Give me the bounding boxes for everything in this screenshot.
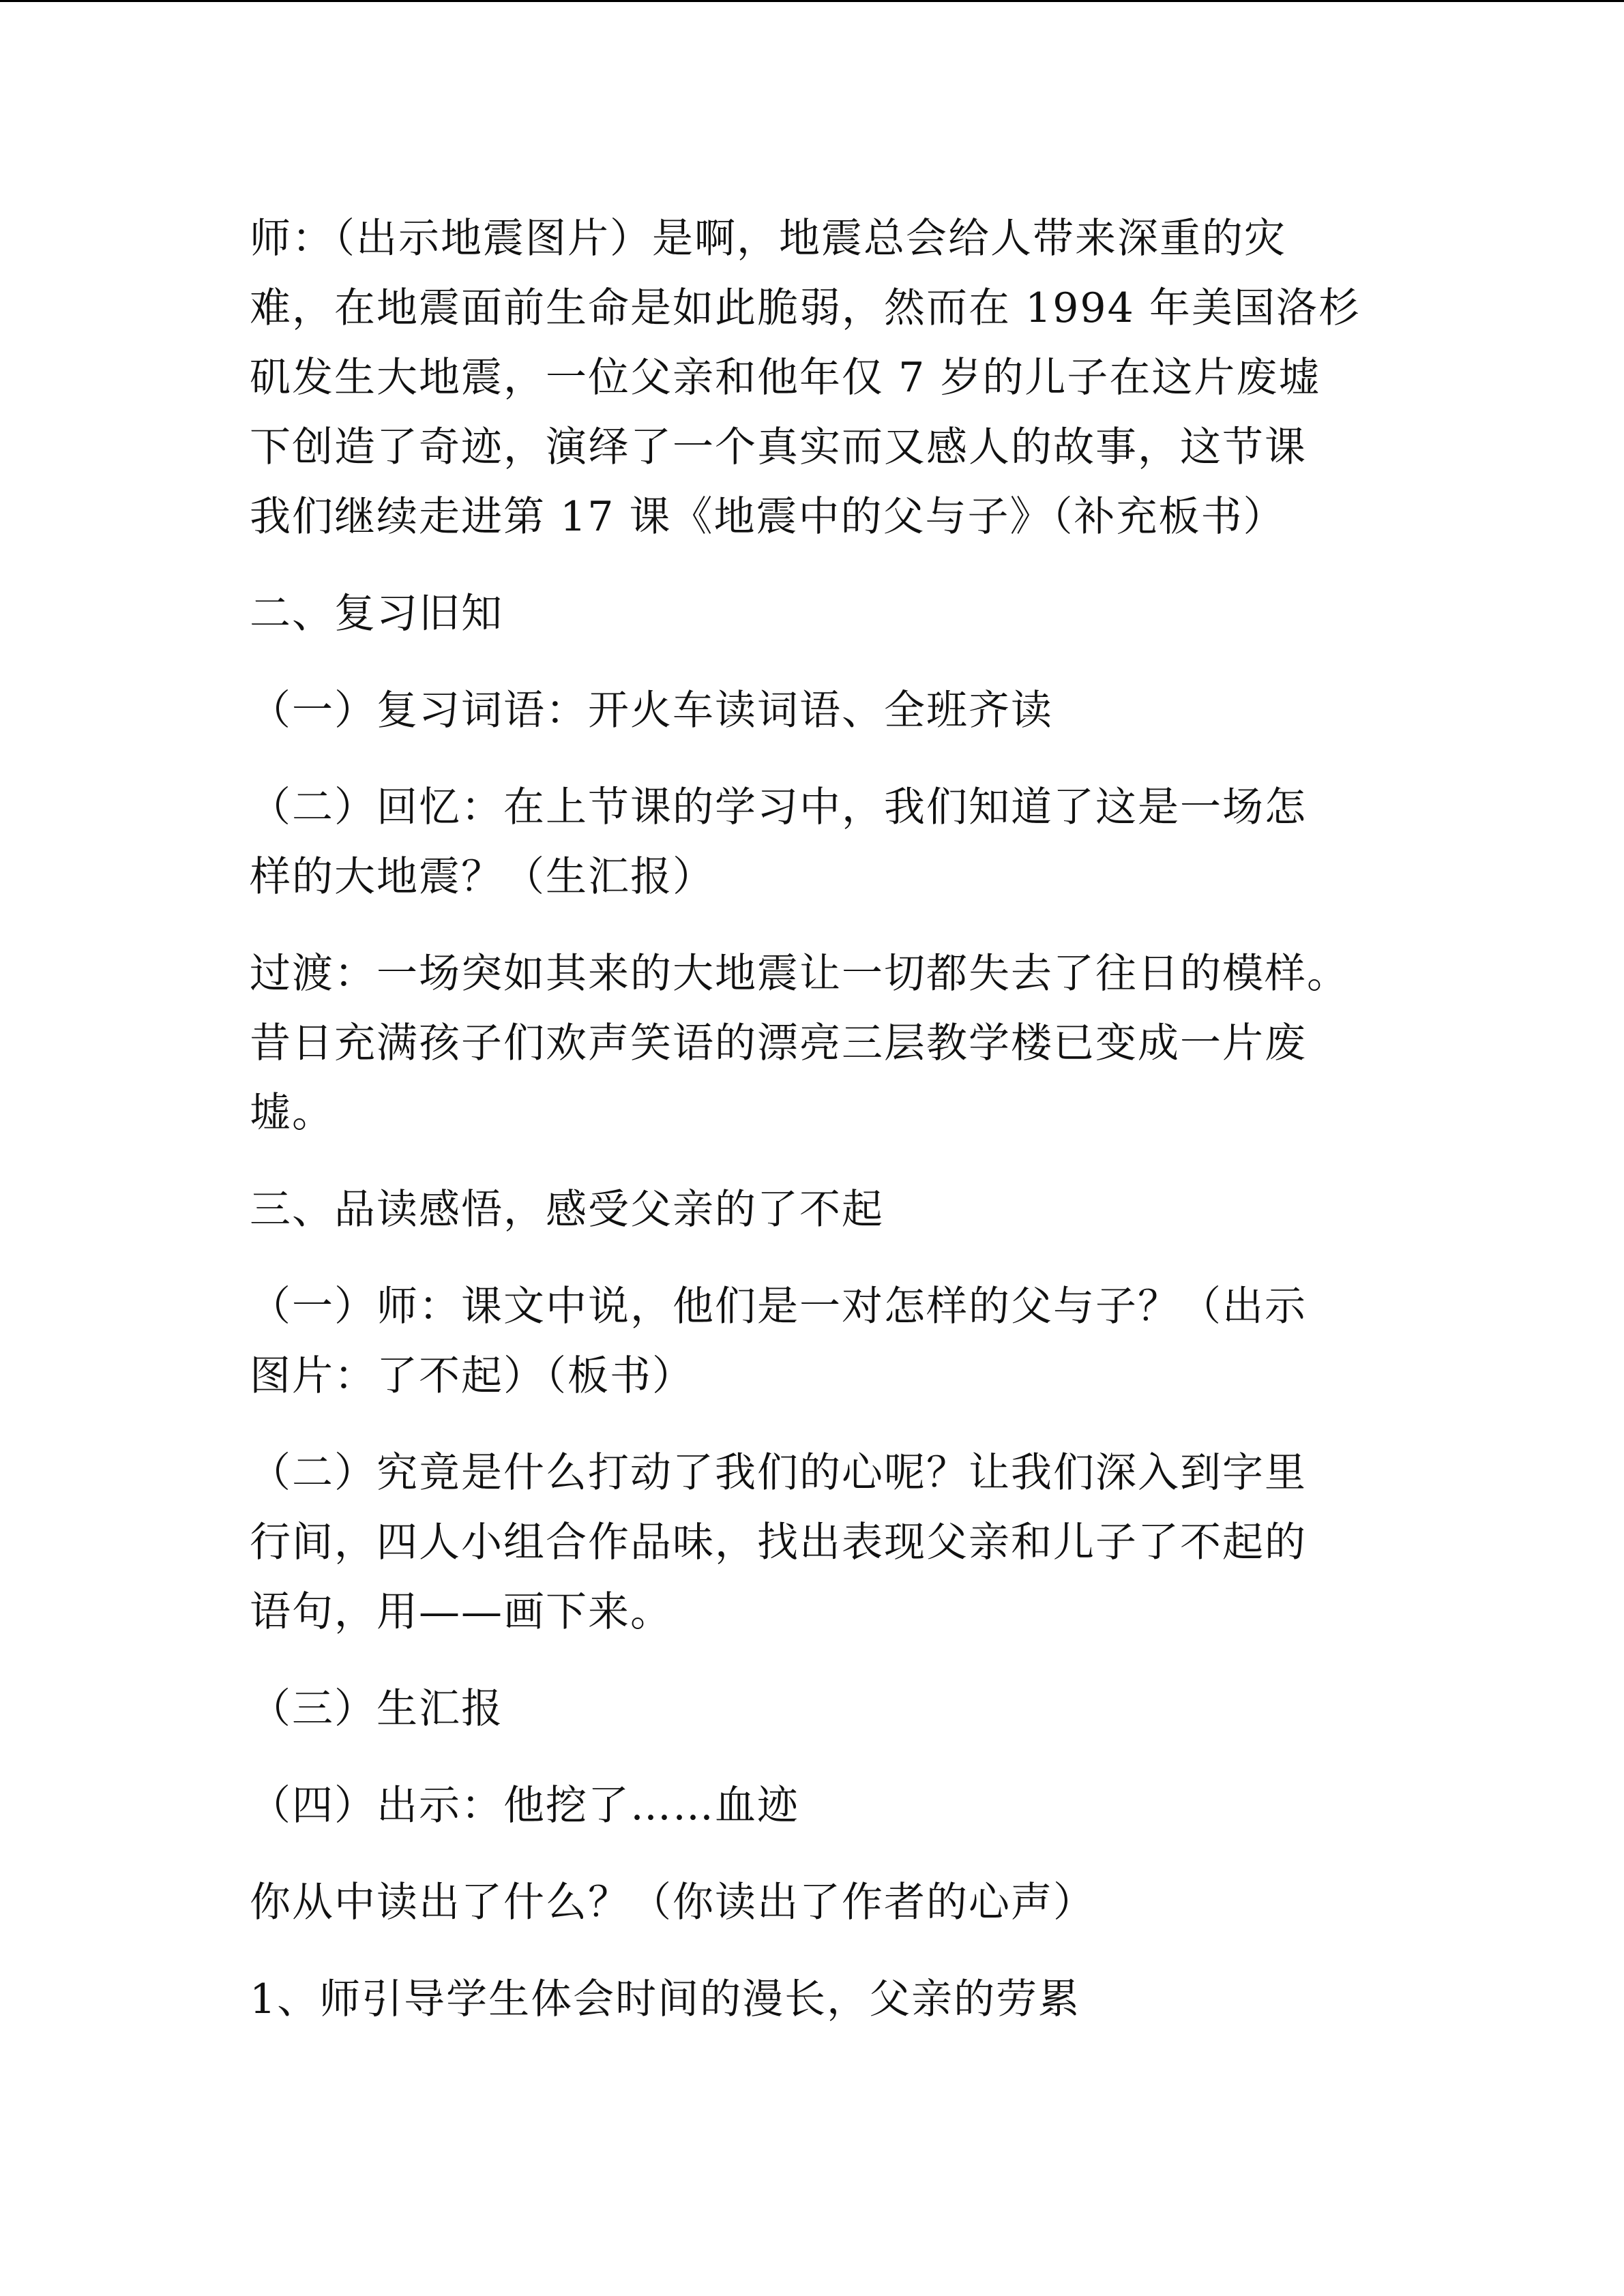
section-heading: 二、复习旧知 [250,590,503,638]
text-line: 师：（出示地震图片）是啊，地震总会给人带来深重的灾 [250,215,1286,263]
text-line: 行间，四人小组合作品味，找出表现父亲和儿子了不起的 [250,1519,1307,1566]
text-line: 样的大地震？（生汇报） [250,853,715,901]
text-line: （一）复习词语：开火车读词语、全班齐读 [250,687,1053,734]
text-line: 墟。 [250,1089,334,1137]
text-line: 你从中读出了什么？（你读出了作者的心声） [250,1879,1095,1926]
text-line: 矶发生大地震，一位父亲和他年仅 7 岁的儿子在这片废墟 [250,354,1321,402]
text-line: 我们继续走进第 17 课《地震中的父与子》（补充板书） [250,493,1286,541]
text-line: 过渡：一场突如其来的大地震让一切都失去了往日的模样。 [250,950,1349,998]
text-line: 1、师引导学生体会时间的漫长，父亲的劳累 [250,1976,1081,2023]
text-line: （二）回忆：在上节课的学习中，我们知道了这是一场怎 [250,784,1307,831]
text-line: 难，在地震面前生命是如此脆弱，然而在 1994 年美国洛杉 [250,284,1361,332]
top-border-line [0,0,1624,2]
text-line: （三）生汇报 [250,1685,503,1733]
text-line: （二）究竟是什么打动了我们的心呢？让我们深入到字里 [250,1449,1307,1497]
text-line: 语句，用——画下来。 [250,1588,673,1636]
section-heading: 三、品读感悟，感受父亲的了不起 [250,1186,884,1234]
text-line: （四）出示：他挖了……血迹 [250,1782,799,1830]
text-line: 昔日充满孩子们欢声笑语的漂亮三层教学楼已变成一片废 [250,1019,1307,1067]
text-line: 图片：了不起）（板书） [250,1352,694,1400]
document-page [250,205,1361,2023]
text-line: 下创造了奇迹，演绎了一个真实而又感人的故事，这节课 [250,423,1307,471]
text-line: （一）师：课文中说，他们是一对怎样的父与子？（出示 [250,1283,1307,1330]
